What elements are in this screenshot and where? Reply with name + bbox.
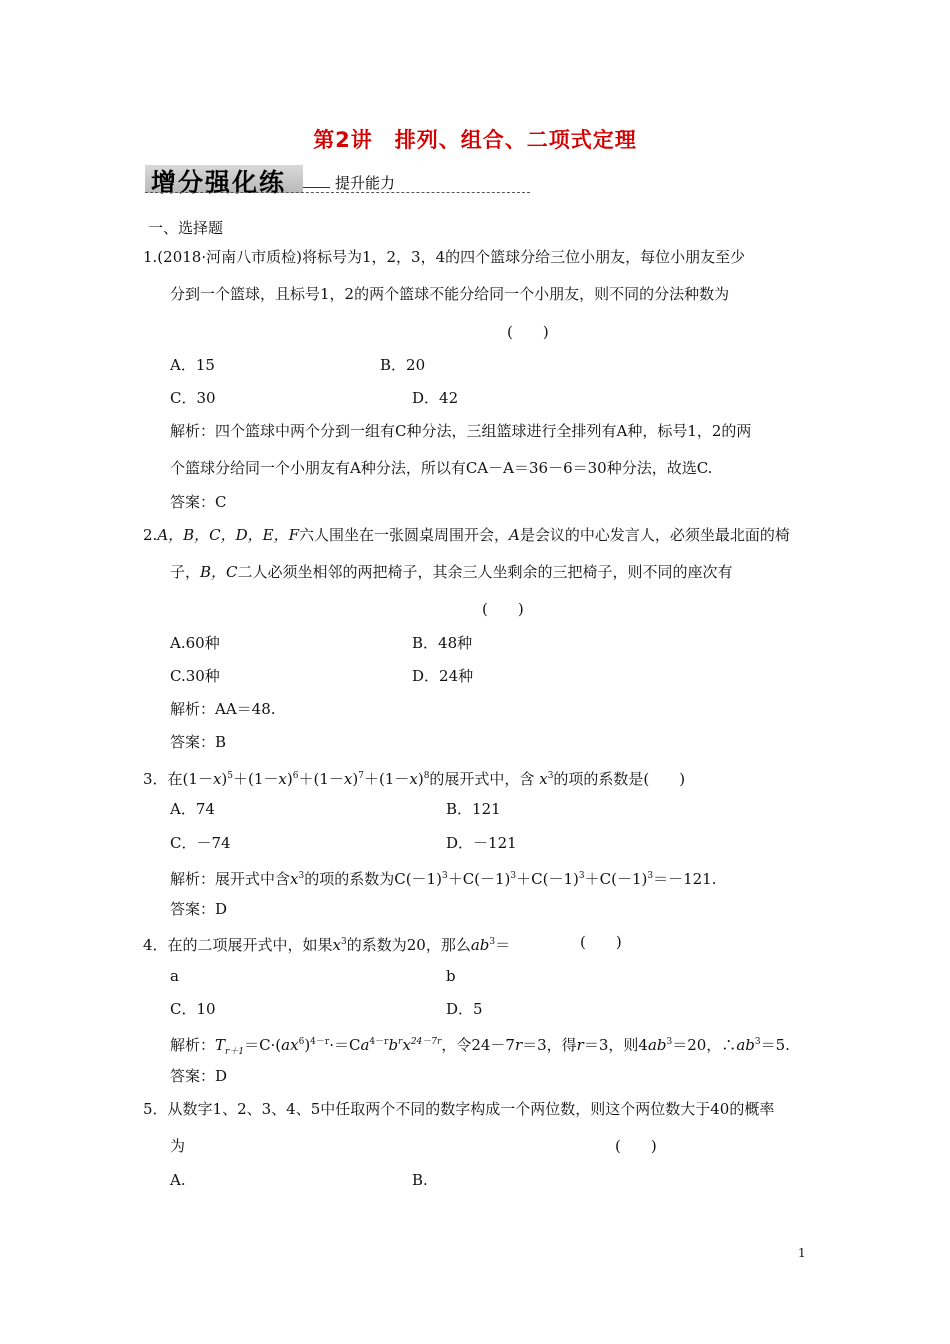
q5-option-a: A. bbox=[170, 1171, 186, 1189]
q4-option-a: a bbox=[170, 967, 179, 985]
banner-sub: 提升能力 bbox=[335, 174, 396, 192]
q5-answer-paren: ( ) bbox=[615, 1137, 657, 1155]
q2-stem-line1: 2.A，B，C，D，E，F六人围坐在一张圆桌周围开会，A是会议的中心发言人，必须坐最北面的椅 bbox=[143, 526, 790, 544]
q5-option-b: B. bbox=[412, 1171, 428, 1189]
section-heading: 一、选择题 bbox=[148, 219, 224, 237]
q3-option-d: D．－121 bbox=[446, 834, 517, 852]
banner-dashed-rule bbox=[145, 192, 530, 193]
q1-option-a: A．15 bbox=[170, 356, 215, 374]
q4-option-d: D．5 bbox=[446, 1000, 483, 1018]
q5-stem-line1: 5．从数字1、2、3、4、5中任取两个不同的数字构成一个两位数，则这个两位数大于40的概率 bbox=[143, 1100, 775, 1118]
q1-option-b: B．20 bbox=[380, 356, 426, 374]
q4-answer: 答案：D bbox=[170, 1067, 228, 1085]
q2-option-b: B．48种 bbox=[412, 634, 473, 652]
q1-stem-line1: 1.(2018·河南八市质检)将标号为1，2，3，4的四个篮球分给三位小朋友，每位小朋友至少 bbox=[143, 248, 746, 266]
q4-solution: 解析：$T_{r+1}=C\cdot(ax^6)^{4-r}\cdot=Ca^{4-r}b^rx^{24-7r}$，令24－7r＝3，得r＝3，则$4ab^3=20$，$\therefore ab^3=5$. bbox=[170, 1036, 790, 1057]
q4-option-b: b bbox=[446, 967, 456, 985]
q3-answer: 答案：D bbox=[170, 900, 228, 918]
q4-answer-paren: ( ) bbox=[580, 933, 622, 951]
q3-stem: 3．在$(1-x)^5+(1-x)^6+(1-x)^7+(1-x)^8$的展开式中，含 $x^3$的项的系数是( ) bbox=[143, 770, 686, 788]
q2-option-c: C.30种 bbox=[170, 667, 220, 685]
q1-solution-line2: 个篮球分给同一个小朋友有A种分法，所以有CA－A＝36－6＝30种分法，故选C. bbox=[170, 459, 713, 477]
q2-answer-paren: ( ) bbox=[482, 600, 524, 618]
q3-option-c: C．－74 bbox=[170, 834, 231, 852]
q1-option-d: D．42 bbox=[412, 389, 459, 407]
q3-option-b: B．121 bbox=[446, 800, 501, 818]
q2-option-d: D．24种 bbox=[412, 667, 474, 685]
q1-option-c: C．30 bbox=[170, 389, 216, 407]
q3-option-a: A．74 bbox=[170, 800, 215, 818]
q2-option-a: A.60种 bbox=[170, 634, 220, 652]
page-number: 1 bbox=[798, 1246, 806, 1260]
q3-solution: 解析：展开式中含$x^3$的项的系数为$C(-1)^3+C(-1)^3+C(-1)^3+C(-1)^3=-121$. bbox=[170, 870, 717, 888]
banner-main: 增分强化练 bbox=[151, 168, 287, 197]
q4-option-c: C．10 bbox=[170, 1000, 216, 1018]
q5-stem-line2: 为 bbox=[170, 1137, 186, 1155]
q2-answer: 答案：B bbox=[170, 733, 227, 751]
q2-stem-line2: 子，B，C二人必须坐相邻的两把椅子，其余三人坐剩余的三把椅子，则不同的座次有 bbox=[170, 563, 733, 581]
q1-stem-line2: 分到一个篮球，且标号1，2的两个篮球不能分给同一个小朋友，则不同的分法种数为 bbox=[170, 285, 730, 303]
page-title: 第2讲 排列、组合、二项式定理 bbox=[313, 128, 637, 152]
q2-solution: 解析：AA＝48. bbox=[170, 700, 276, 718]
q1-answer: 答案：C bbox=[170, 493, 227, 511]
q4-stem: 4．在的二项展开式中，如果$x^3$的系数为20，那么$ab^3=$ bbox=[143, 936, 511, 954]
q1-solution-line1: 解析：四个篮球中两个分到一组有C种分法，三组篮球进行全排列有A种，标号1，2的两 bbox=[170, 422, 752, 440]
banner-connector-line bbox=[303, 187, 330, 188]
q1-answer-paren: ( ) bbox=[507, 323, 549, 341]
